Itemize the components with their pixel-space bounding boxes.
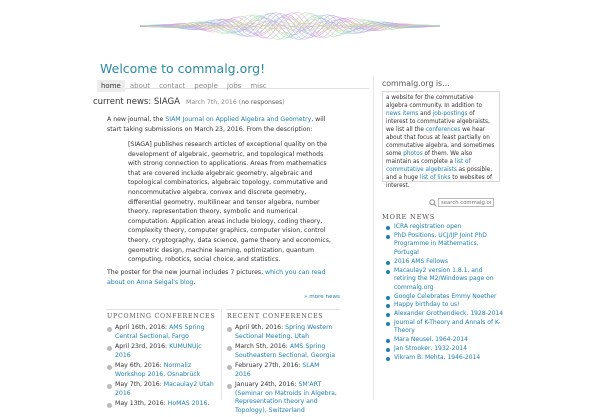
upcoming-conference-date: May 6th, 2016: (115, 362, 164, 369)
about-text: to websites of interest. (386, 175, 493, 189)
upcoming-conference-item (107, 362, 217, 379)
upcoming-conference-item (107, 381, 217, 398)
more-news-link[interactable]: PhD Positions, UCJ/IJP Joint PhD Programme in Mathematics, Portugal (394, 231, 487, 257)
bullet-icon (107, 327, 112, 332)
upcoming-conference-date: May 13th, 2016: (115, 400, 168, 407)
upcoming-conference-item (107, 343, 217, 360)
more-news-link[interactable]: Happy birthday to us! (394, 301, 460, 309)
poster-link[interactable]: which you can read about on Anna Seigal's blog (107, 269, 326, 286)
nav-misc[interactable]: misc (250, 82, 267, 90)
bullet-icon (227, 365, 232, 370)
more-news-link[interactable]: Alexander Grothendieck, 1928-2014 (394, 310, 504, 318)
about-link[interactable]: list of links (419, 175, 451, 181)
more-news-item (386, 354, 504, 363)
intro-text: A new journal, the (107, 116, 166, 123)
more-news-link[interactable]: Vikram B. Mehta, 1946-2014 (394, 353, 481, 361)
about-text: and (418, 111, 433, 117)
poster-text: . (193, 278, 196, 286)
sidebar-divider (373, 76, 374, 400)
search-icon[interactable] (429, 199, 437, 207)
upcoming-conference-item (107, 400, 217, 409)
nav-contact[interactable]: contact (159, 82, 186, 90)
bullet-icon (386, 235, 390, 239)
upcoming-divider (106, 309, 218, 310)
nav-home[interactable]: home (97, 80, 125, 92)
upcoming-conference-link[interactable]: Normaliz Workshop 2016, Osnabrück (115, 362, 201, 378)
about-text: a website for the commutative algebra community. In addition to (386, 95, 483, 109)
about-box (382, 91, 500, 189)
intro-text: , will start taking submissions on March 23, 2016. From the description: (107, 116, 326, 133)
recent-conference-item (227, 381, 337, 415)
upcoming-conference-item (107, 324, 217, 341)
bullet-icon (107, 403, 112, 408)
nav-about[interactable]: about (129, 82, 151, 90)
search-input[interactable] (438, 198, 494, 207)
about-text: of them. We also maintain as complete a (386, 151, 473, 165)
site-banner-wave (140, 6, 440, 46)
recent-conference-item (227, 362, 337, 379)
recent-conference-date: January 24th, 2016: (235, 381, 299, 388)
more-news-list (386, 223, 504, 362)
bullet-icon (227, 384, 232, 389)
more-news-item (386, 293, 504, 302)
more-news-heading: MORE NEWS (382, 213, 436, 221)
recent-conference-item (227, 343, 337, 360)
more-news-link[interactable]: 2016 AMS Fellows (394, 257, 449, 265)
news-date: March 7th, 2016 (no responses) (186, 99, 285, 106)
about-link[interactable]: conferences (425, 127, 461, 133)
about-link[interactable]: job-postings (432, 111, 468, 117)
bullet-icon (386, 261, 390, 265)
bullet-icon (227, 327, 232, 332)
recent-conference-link[interactable]: SLAM 2016 (235, 362, 320, 378)
recent-conference-date: February 27th, 2016: (235, 362, 303, 369)
upcoming-conference-link[interactable]: Macaulay2 Utah 2016 (115, 381, 214, 397)
upcoming-conference-link[interactable]: HoMAS 2016, (167, 400, 210, 407)
upcoming-conference-date: April 23rd, 2016: (115, 343, 170, 350)
upcoming-conferences-heading: UPCOMING CONFERENCES (107, 313, 216, 320)
about-text: we hear about that focus at least partially on commutative algebra, and sometimes some (386, 127, 495, 157)
intro-link[interactable]: SIAM Journal on Applied Algebra and Geometry (165, 116, 312, 123)
upcoming-conference-link[interactable]: AMS Spring Central Sectional, Fargo (115, 324, 205, 340)
bullet-icon (107, 384, 112, 389)
bullet-icon (386, 270, 390, 274)
bullet-icon (107, 346, 112, 351)
more-news-link[interactable]: Macaulay2 version 1.8.1, and retiring the M2/Windows page on commalg.org (394, 266, 494, 291)
recent-conference-link[interactable]: Spring Western Sectional Meeting, Utah (235, 324, 333, 340)
recent-conference-date: April 9th, 2016: (235, 324, 286, 331)
more-news-link[interactable]: Mara Neusel, 1964-2014 (394, 336, 468, 344)
bullet-icon (386, 296, 390, 300)
upcoming-conferences-list (107, 324, 217, 411)
main-nav (97, 73, 369, 89)
more-news-item (386, 232, 504, 258)
more-news-link[interactable]: Google Celebrates Emmy Noether (394, 292, 497, 300)
about-link[interactable]: news items (386, 111, 419, 117)
sidebar-title: commalg.org is... (382, 79, 450, 88)
more-news-item (386, 345, 504, 354)
recent-conference-link[interactable]: SM'ART (Seminar on Matroids in Algebra, Representation theory and Topology), Switzerland (235, 381, 337, 414)
news-intro (107, 115, 340, 134)
more-news-item (386, 319, 504, 336)
news-heading: current news: SIAGA (93, 97, 180, 107)
bullet-icon (386, 357, 390, 361)
bullet-icon (386, 304, 390, 308)
more-news-link[interactable]: Jan Strooker, 1932-2014 (394, 344, 467, 352)
recent-conference-link[interactable]: AMS Spring Southeastern Sectional, Georgia (235, 343, 336, 359)
bullet-icon (227, 346, 232, 351)
column-divider (221, 309, 222, 400)
more-news-item (386, 310, 504, 319)
poster-text: The poster for the new journal includes 7 pictures, (107, 269, 266, 276)
bullet-icon (386, 322, 390, 326)
news-quote: [SIAGA] publishes research articles of exceptional quality on the development of algebraic, geometric, and topological methods with strong connection to applications. Areas from mathematics that are covered include algebraic geometry, algebraic and topological combinatorics, algebraic topology, commutative and noncommutative algebra, convex and discrete geometry, differential geometry, multilinear and tensor algebra, number theory, representation theory, symbolic and numerical computation. Application areas include biology, coding theory, complexity theory, computer graphics, computer vision, control theory, cryptography, data science, game theory and economics, geometric design, machine learning, optimization, quantum computing, robotics, social choice, and statistics. (128, 141, 331, 264)
more-news-link[interactable]: Journal of K-Theory and Annals of K-Theory (394, 318, 501, 335)
bullet-icon (386, 339, 390, 343)
more-news-link[interactable]: ICRA registration open (394, 223, 462, 230)
recent-conference-date: March 5th, 2016: (235, 343, 290, 350)
bullet-icon (386, 226, 390, 230)
upcoming-conference-date: May 7th, 2016: (115, 381, 164, 388)
more-news-item (386, 223, 504, 232)
nav-people[interactable]: people (194, 82, 218, 90)
upcoming-conference-link[interactable]: KUMUNUjc 2016 (115, 343, 202, 359)
nav-jobs[interactable]: jobs (227, 82, 242, 90)
bullet-icon (107, 365, 112, 370)
more-news-item (386, 336, 504, 345)
news-poster-paragraph (107, 268, 340, 287)
about-link[interactable]: photos (403, 151, 423, 157)
about-link[interactable]: list of commutative algebraists (386, 159, 471, 173)
recent-conferences-heading: RECENT CONFERENCES (227, 313, 324, 320)
recent-divider (226, 309, 340, 310)
bullet-icon (386, 313, 390, 317)
site-title: Welcome to commalg.org! (100, 61, 266, 76)
bullet-icon (386, 348, 390, 352)
more-news-item (386, 258, 504, 267)
about-text: of interest to commutative algebraists, we list all the (386, 111, 490, 133)
more-news-link[interactable]: » more news (304, 294, 340, 300)
upcoming-conference-date: April 16th, 2016: (115, 324, 170, 331)
recent-conferences-list (227, 324, 337, 417)
news-responses-link[interactable]: no responses (241, 99, 283, 106)
about-text: as possible, and a huge (386, 167, 493, 181)
more-news-item (386, 301, 504, 310)
more-news-item (386, 267, 504, 293)
recent-conference-item (227, 324, 337, 341)
news-date-text: March 7th, 2016 (186, 99, 237, 106)
